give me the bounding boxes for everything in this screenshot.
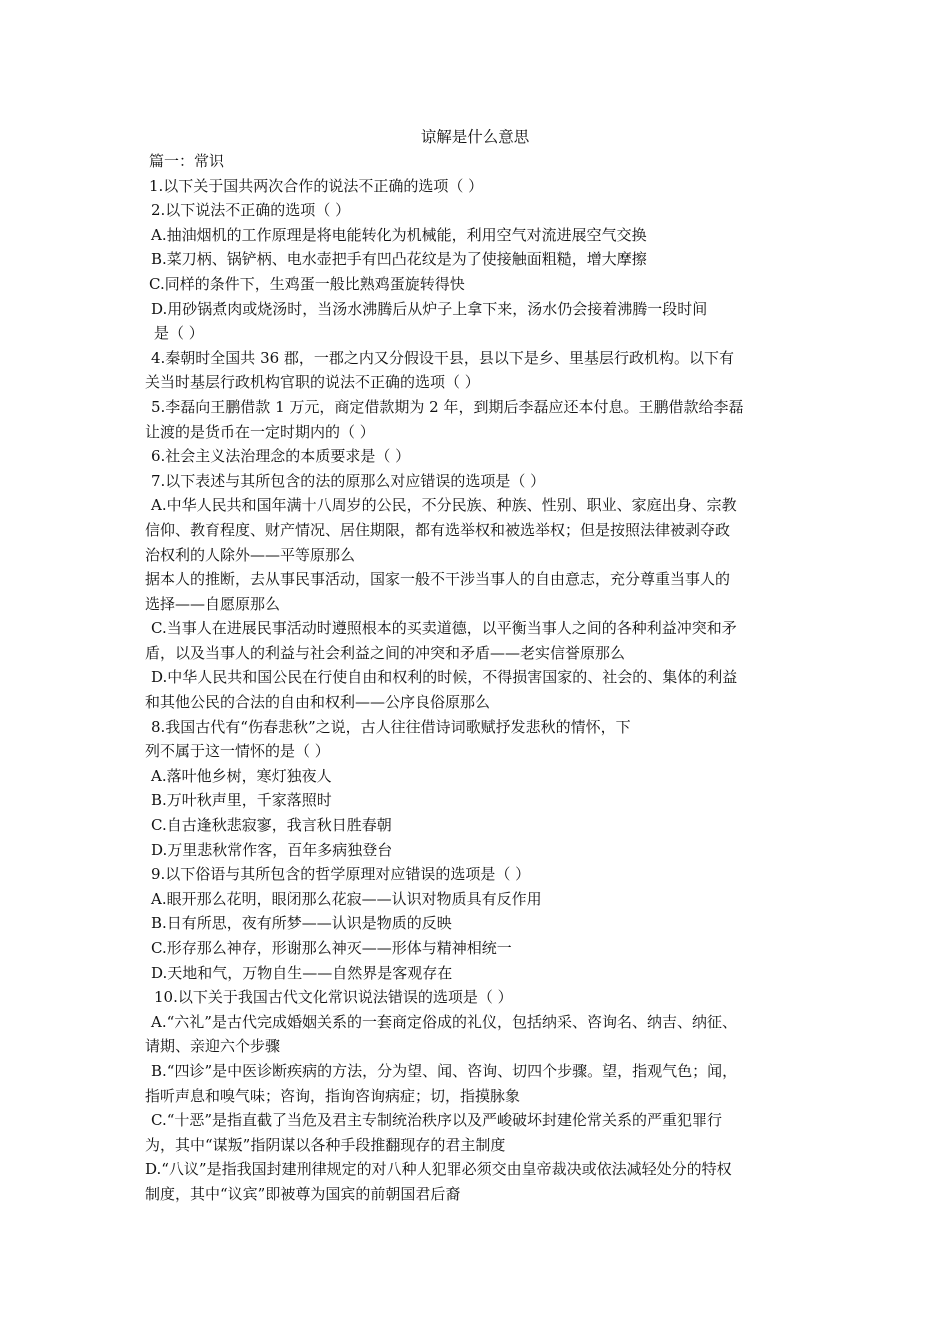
text-line: 2.以下说法不正确的选项（ ） [151,201,351,220]
text-line: 指听声息和嗅气味；咨询，指询咨询病症；切，指摸脉象 [145,1086,521,1105]
text-line: 盾，以及当事人的利益与社会利益之间的冲突和矛盾——老实信誉原那么 [145,643,626,662]
document-title: 谅解是什么意思 [420,128,530,146]
text-line: A.抽油烟机的工作原理是将电能转化为机械能，利用空气对流进展空气交换 [151,225,647,244]
text-line: B.菜刀柄、锅铲柄、电水壶把手有凹凸花纹是为了使接触面粗糙，增大摩擦 [151,250,647,269]
text-line: 关当时基层行政机构官职的说法不正确的选项（ ） [145,373,480,392]
text-line: C.当事人在进展民事活动时遵照根本的买卖道德，以平衡当事人之间的各种利益冲突和矛 [151,619,737,638]
text-line: 请期、亲迎六个步骤 [145,1037,281,1056]
text-line: D.“八议”是指我国封建刑律规定的对八种人犯罪必须交由皇帝裁决或依法减轻处分的特权 [145,1160,732,1179]
text-line: 选择——自愿原那么 [145,594,281,613]
text-line: B.日有所思，夜有所梦——认识是物质的反映 [151,914,452,933]
text-line: 10.以下关于我国古代文化常识说法错误的选项是（ ） [154,988,513,1007]
text-line: 信仰、教育程度、财产情况、居住期限，都有选举权和被选举权；但是按照法律被剥夺政 [145,520,731,539]
text-line: C.形存那么神存，形谢那么神灭——形体与精神相统一 [151,939,512,957]
text-line: 制度，其中“议宾”即被尊为国宾的前朝国君后裔 [145,1184,461,1203]
text-line: 9.以下俗语与其所包含的哲学原理对应错误的选项是（ ） [151,865,531,884]
text-line: 列不属于这一情怀的是（ ） [145,742,330,761]
text-line: B.万叶秋声里，千家落照时 [151,791,332,810]
text-line: 和其他公民的合法的自由和权利——公序良俗原那么 [145,693,491,712]
text-line: D.中华人民共和国公民在行使自由和权利的时候，不得损害国家的、社会的、集体的利益 [151,668,738,687]
text-line: C.“十恶”是指直截了当危及君主专制统治秩序以及严峻破坏封建伦常关系的严重犯罪行 [151,1111,723,1130]
text-line: C.自古逢秋悲寂寥，我言秋日胜春朝 [151,816,392,835]
text-line: C.同样的条件下，生鸡蛋一般比熟鸡蛋旋转得快 [149,274,465,293]
text-line: 7.以下表述与其所包含的法的原那么对应错误的选项是（ ） [151,471,546,490]
text-line: 是（ ） [154,324,204,343]
text-line: 1.以下关于国共两次合作的说法不正确的选项（ ） [149,176,484,195]
text-line: 4.秦朝时全国共 36 郡，一郡之内又分假设干县，县以下是乡、里基层行政机构。以下有 [151,348,734,367]
text-line: D.用砂锅煮肉或烧汤时，当汤水沸腾后从炉子上拿下来，汤水仍会接着沸腾一段时间 [151,299,708,318]
text-line: 据本人的推断，去从事民事活动，国家一般不干涉当事人的自由意志，充分尊重当事人的 [145,570,731,589]
text-line: 5.李磊向王鹏借款 1 万元，商定借款期为 2 年，到期后李磊应还本付息。王鹏借款给李磊 [151,397,744,416]
text-line: 6.社会主义法治理念的本质要求是（ ） [151,447,411,466]
text-line: A.中华人民共和国年满十八周岁的公民，不分民族、种族、性别、职业、家庭出身、宗教 [151,496,737,515]
text-line: A.“六礼”是古代完成婚姻关系的一套商定俗成的礼仪，包括纳采、咨询名、纳吉、纳征、 [151,1012,737,1031]
text-line: 为，其中“谋叛”指阴谋以各种手段推翻现存的君主制度 [145,1135,506,1154]
text-line: A.眼开那么花明，眼闭那么花寂——认识对物质具有反作用 [151,889,542,908]
text-line: D.天地和气，万物自生——自然界是客观存在 [151,963,453,982]
text-line: 治权利的人除外——平等原那么 [145,545,356,564]
text-line: 让渡的是货币在一定时期内的（ ） [145,422,375,441]
document-body [145,149,813,1207]
text-line: 8.我国古代有“伤春悲秋”之说，古人往往借诗词歌赋抒发悲秋的情怀，下 [151,717,631,736]
text-line: A.落叶他乡树，寒灯独夜人 [151,766,332,785]
text-line: B.“四诊”是中医诊断疾病的方法，分为望、闻、咨询、切四个步骤。望，指观气色；闻， [151,1061,738,1080]
text-line: D.万里悲秋常作客，百年多病独登台 [151,840,393,859]
section-heading: 篇一：常识 [149,152,225,170]
